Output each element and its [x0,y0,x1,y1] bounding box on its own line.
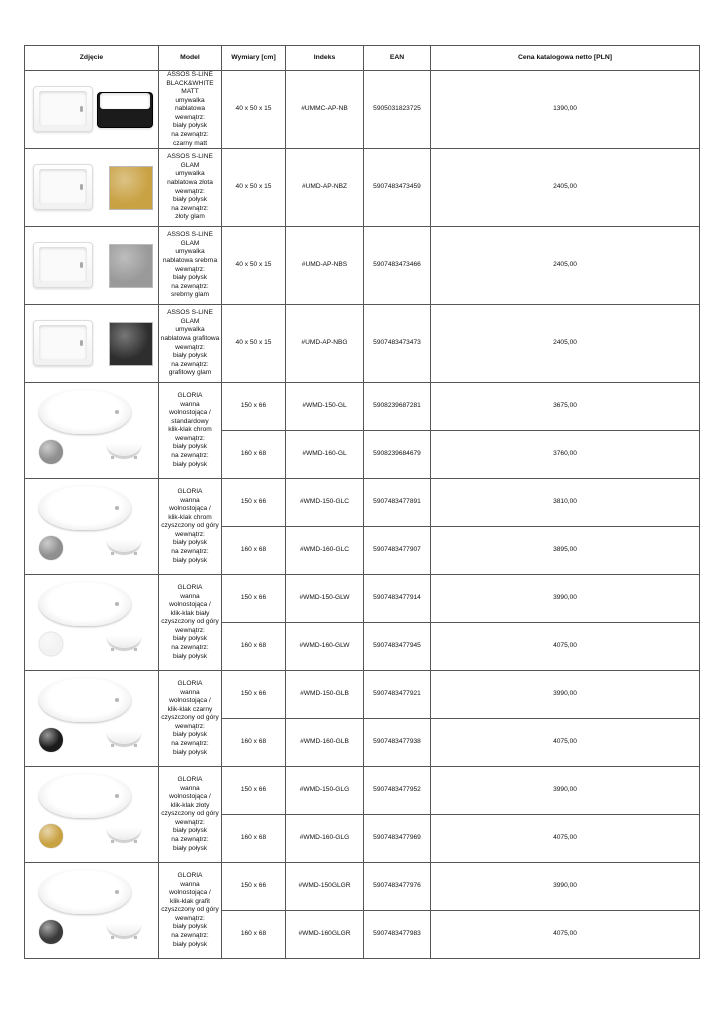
model-line: GLORIA [177,488,203,496]
model-description [159,479,222,575]
index-cell: #WMD-150-GLB [286,671,364,719]
ean-cell: 5905031823725 [364,71,431,149]
price-cell: 3990,00 [431,575,700,623]
silver-swatch-icon [109,244,153,288]
dimensions-cell: 160 x 68 [222,815,286,863]
model-line: ASSOS S-LINE [167,309,213,317]
model-line: nablatowa [174,105,206,113]
model-line: na zewnątrz: [171,451,209,459]
model-line: wolnostojąca / [169,793,211,801]
model-line: biały połysk [172,539,208,547]
chrome-click-clack-icon [39,440,63,464]
index-cell: #UMD-AP-NBS [286,227,364,305]
dimensions-cell: 150 x 66 [222,863,286,911]
model-line: GLORIA [177,776,203,784]
header-model: Model [159,46,222,71]
ean-cell: 5907483473473 [364,305,431,383]
dimensions-cell: 40 x 50 x 15 [222,149,286,227]
table-row [25,227,700,305]
freestanding-bath-icon [39,774,131,818]
dimensions-cell: 150 x 66 [222,383,286,431]
dimensions-cell: 150 x 66 [222,671,286,719]
price-cell: 3675,00 [431,383,700,431]
index-cell: #WMD-160-GLG [286,815,364,863]
ean-cell: 5907483477952 [364,767,431,815]
model-line: wolnostojąca / [169,409,211,417]
ean-cell: 5907483477976 [364,863,431,911]
model-description [159,575,222,671]
ean-cell: 5907483477938 [364,719,431,767]
model-line: biały połysk [172,635,208,643]
graphite-swatch-icon [109,322,153,366]
index-cell: #WMD-160GLGR [286,911,364,959]
price-cell: 4075,00 [431,719,700,767]
model-line: wolnostojąca / [169,505,211,513]
model-description [159,671,222,767]
model-line: klik-klak grafit [170,897,210,905]
freestanding-bath-icon [39,678,131,722]
model-line: MATT [181,88,199,96]
header-dimensions: Wymiary [cm] [222,46,286,71]
model-line: BLACK&WHITE [166,79,214,87]
white-basin-icon [33,320,93,366]
model-line: klik-klak biały [170,609,210,617]
model-line: na zewnątrz: [171,282,209,290]
table-row [25,71,700,149]
model-line: czyszczony od góry [161,906,219,914]
model-line: na zewnątrz: [171,360,209,368]
table-row [25,149,700,227]
table-row [25,305,700,383]
model-line: GLAM [180,317,200,325]
price-cell: 3990,00 [431,863,700,911]
index-cell: #WMD-150GLGR [286,863,364,911]
dimensions-cell: 160 x 68 [222,623,286,671]
product-photo [25,71,159,149]
header-ean: EAN [364,46,431,71]
bath-side-view-icon [107,732,141,746]
model-description [159,227,222,305]
dimensions-cell: 40 x 50 x 15 [222,227,286,305]
price-cell: 4075,00 [431,623,700,671]
dimensions-cell: 150 x 66 [222,767,286,815]
model-line: na zewnątrz: [171,835,209,843]
price-cell: 3760,00 [431,431,700,479]
chrome-click-clack-icon [39,536,63,560]
index-cell: #WMD-160-GLB [286,719,364,767]
ean-cell: 5907483477983 [364,911,431,959]
dimensions-cell: 40 x 50 x 15 [222,71,286,149]
model-line: na zewnątrz: [171,130,209,138]
header-photo: Zdjęcie [25,46,159,71]
model-line: GLORIA [177,680,203,688]
model-line: biały połysk [172,748,208,756]
price-cell: 3895,00 [431,527,700,575]
bath-side-view-icon [107,924,141,938]
model-line: umywalka [175,248,205,256]
header-index: Indeks [286,46,364,71]
white-click-clack-icon [39,632,63,656]
ean-cell: 5907483477969 [364,815,431,863]
model-description [159,149,222,227]
table-row [25,671,700,719]
model-line: biały połysk [172,352,208,360]
table-row [25,575,700,623]
model-line: czyszczony od góry [161,618,219,626]
model-line: wanna [180,592,200,600]
model-line: biały połysk [172,923,208,931]
model-line: czyszczony od góry [161,714,219,722]
model-line: GLAM [180,239,200,247]
ean-cell: 5907483473459 [364,149,431,227]
index-cell: #WMD-150-GLG [286,767,364,815]
price-list-sheet [24,45,699,959]
index-cell: #WMD-150-GL [286,383,364,431]
index-cell: #WMD-150-GLC [286,479,364,527]
ean-cell: 5907483477907 [364,527,431,575]
freestanding-bath-icon [39,582,131,626]
dimensions-cell: 150 x 66 [222,575,286,623]
model-line: czarny matt [172,139,208,147]
model-line: czyszczony od góry [161,522,219,530]
product-photo [25,227,159,305]
gold-swatch-icon [109,166,153,210]
model-line: GLAM [180,161,200,169]
gold-click-clack-icon [39,824,63,848]
model-line: na zewnątrz: [171,643,209,651]
price-cell: 4075,00 [431,815,700,863]
bath-side-view-icon [107,540,141,554]
model-line: GLORIA [177,584,203,592]
ean-cell: 5907483477891 [364,479,431,527]
price-cell: 2405,00 [431,305,700,383]
table-row [25,383,700,431]
dimensions-cell: 160 x 68 [222,527,286,575]
index-cell: #WMD-160-GLC [286,527,364,575]
model-line: nablatowa grafitowa [160,335,220,342]
model-description [159,71,222,149]
model-line: ASSOS S-LINE [167,153,213,161]
dimensions-cell: 160 x 68 [222,911,286,959]
model-description [159,863,222,959]
index-cell: #UMD-AP-NBG [286,305,364,383]
model-line: wewnątrz: [175,113,205,121]
model-line: biały połysk [172,652,208,660]
price-cell: 4075,00 [431,911,700,959]
model-line: wewnątrz: [175,530,205,538]
price-cell: 1390,00 [431,71,700,149]
product-photo [25,305,159,383]
model-line: ASSOS S-LINE [167,71,213,78]
model-line: klik-klak złoty [170,801,210,809]
ean-cell: 5907483477914 [364,575,431,623]
ean-cell: 5907483477921 [364,671,431,719]
model-line: wanna [180,400,200,408]
model-line: biały połysk [172,196,208,204]
price-cell: 3990,00 [431,671,700,719]
model-line: biały połysk [172,460,208,468]
model-line: GLORIA [177,872,203,880]
price-cell: 2405,00 [431,149,700,227]
bath-side-view-icon [107,444,141,458]
model-line: wewnątrz: [175,626,205,634]
model-line: wewnątrz: [175,914,205,922]
dimensions-cell: 160 x 68 [222,431,286,479]
model-line: wolnostojąca / [169,601,211,609]
model-line: biały połysk [172,122,208,130]
model-line: biały połysk [172,827,208,835]
model-line: biały połysk [172,844,208,852]
model-line: wanna [180,880,200,888]
model-line: na zewnątrz: [171,204,209,212]
table-row [25,767,700,815]
dimensions-cell: 40 x 50 x 15 [222,305,286,383]
white-basin-icon [33,242,93,288]
model-line: wanna [180,496,200,504]
model-line: wanna [180,688,200,696]
model-line: GLORIA [177,392,203,400]
model-line: wewnątrz: [175,434,205,442]
graphite-click-clack-icon [39,920,63,944]
model-line: wewnątrz: [175,343,205,351]
model-line: na zewnątrz: [171,931,209,939]
model-line: nablatowa złota [167,179,213,186]
header-price: Cena katalogowa netto [PLN] [431,46,700,71]
ean-cell: 5907483477945 [364,623,431,671]
dimensions-cell: 160 x 68 [222,719,286,767]
model-description [159,767,222,863]
model-line: wolnostojąca / [169,889,211,897]
model-line: złoty glam [175,213,205,221]
model-line: na zewnątrz: [171,739,209,747]
index-cell: #WMD-160-GL [286,431,364,479]
model-line: standardowy [171,417,209,425]
model-line: ASSOS S-LINE [167,231,213,239]
model-line: biały połysk [172,443,208,451]
dimensions-cell: 150 x 66 [222,479,286,527]
product-photo [25,863,159,959]
product-photo [25,479,159,575]
freestanding-bath-icon [39,390,131,434]
model-line: grafitowy glam [168,369,212,377]
index-cell: #UMMC-AP-NB [286,71,364,149]
model-line: wewnątrz: [175,265,205,273]
bath-side-view-icon [107,828,141,842]
table-row [25,479,700,527]
model-line: klik-klak czarny [167,705,213,713]
model-description [159,383,222,479]
model-line: umywalka [175,326,205,334]
model-line: srebrny glam [170,291,210,299]
ean-cell: 5908239687281 [364,383,431,431]
table-row [25,863,700,911]
model-line: czyszczony od góry [161,810,219,818]
model-description [159,305,222,383]
table-header-row [25,46,700,71]
model-line: biały połysk [172,274,208,282]
model-line: umywalka [175,170,205,178]
model-line: nablatowa srebrna [162,257,218,264]
ean-cell: 5908239684679 [364,431,431,479]
bath-side-view-icon [107,636,141,650]
model-line: klik-klak chrom [168,426,212,434]
black-basin-icon [97,92,153,128]
model-line: wewnątrz: [175,722,205,730]
model-line: klik-klak chrom [168,513,212,521]
white-basin-icon [33,164,93,210]
product-photo [25,149,159,227]
index-cell: #WMD-150-GLW [286,575,364,623]
freestanding-bath-icon [39,870,131,914]
price-cell: 3810,00 [431,479,700,527]
model-line: wanna [180,784,200,792]
index-cell: #UMD-AP-NBZ [286,149,364,227]
price-cell: 3990,00 [431,767,700,815]
product-photo [25,575,159,671]
table-body [25,71,700,959]
model-line: wolnostojąca / [169,697,211,705]
product-photo [25,383,159,479]
model-line: biały połysk [172,940,208,948]
model-line: na zewnątrz: [171,547,209,555]
model-line: wewnątrz: [175,187,205,195]
model-line: wewnątrz: [175,818,205,826]
product-photo [25,671,159,767]
white-basin-icon [33,86,93,132]
freestanding-bath-icon [39,486,131,530]
product-photo [25,767,159,863]
index-cell: #WMD-160-GLW [286,623,364,671]
ean-cell: 5907483473466 [364,227,431,305]
model-line: biały połysk [172,556,208,564]
model-line: biały połysk [172,731,208,739]
black-click-clack-icon [39,728,63,752]
product-price-table [24,45,700,959]
model-line: umywalka [175,96,205,104]
price-cell: 2405,00 [431,227,700,305]
